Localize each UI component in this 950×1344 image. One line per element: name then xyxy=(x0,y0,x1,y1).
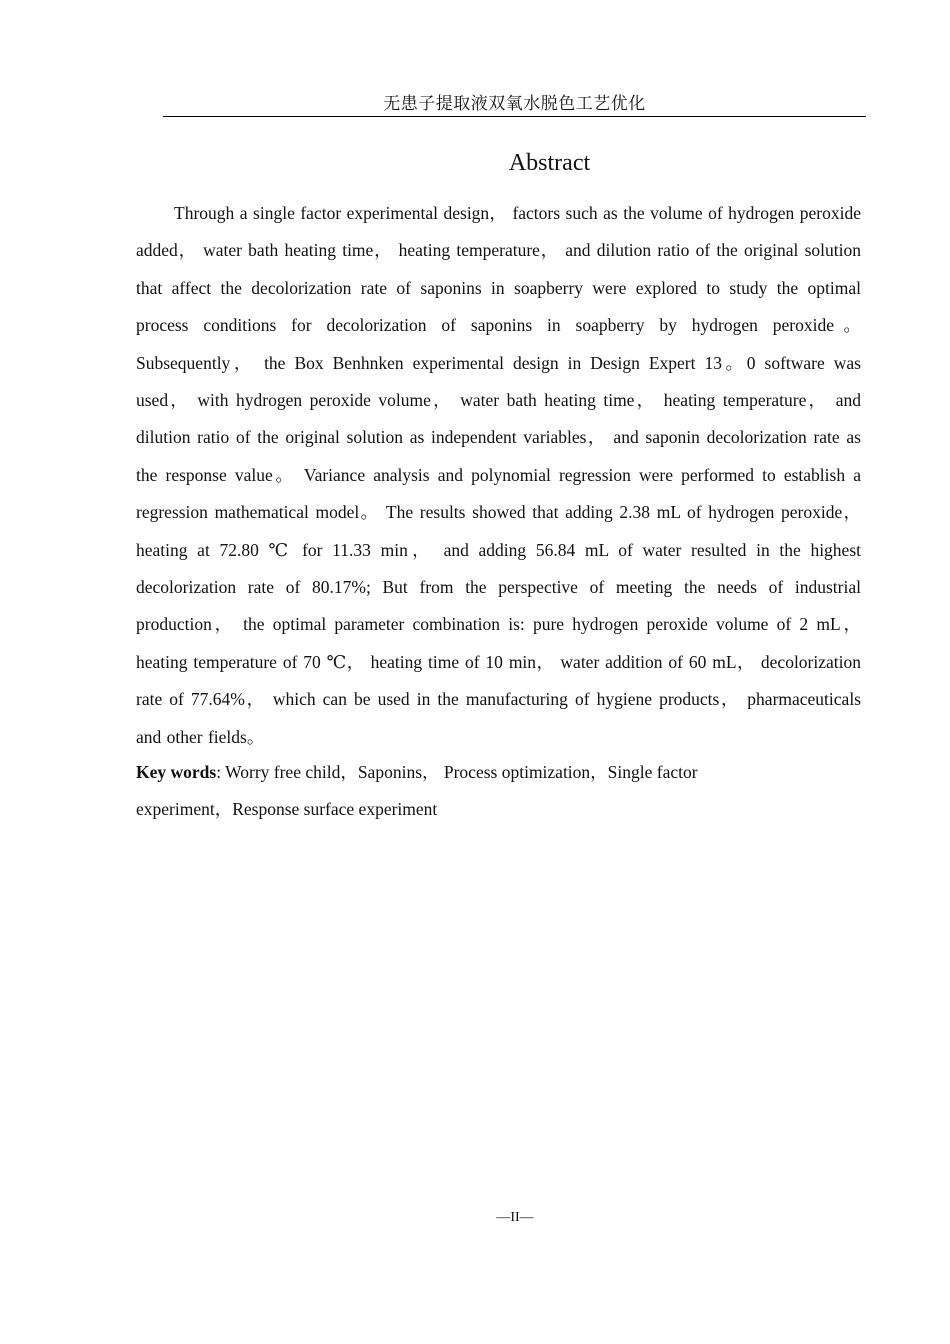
keywords xyxy=(136,754,796,829)
keywords-label: Key words xyxy=(136,762,217,782)
page-number: —II— xyxy=(496,1210,534,1225)
running-header-title: 无患子提取液双氧水脱色工艺优化 xyxy=(383,94,646,113)
keywords-separator: : xyxy=(216,762,226,782)
abstract-body: Through a single factor experimental design， factors such as the volume of hydrogen peroxide added， water bath heating time， heating temperature， and dilution ratio of the original solution that affect the decolorization rate of saponins in soapberry were explored to study the optimal process conditions for decolorization of saponins in soapberry by hydrogen peroxide。 Subsequently， the Box Benhnken experimental design in Design Expert 13。0 software was used， with hydrogen peroxide volume， water bath heating time， heating temperature， and dilution ratio of the original solution as independent variables， and saponin decolorization rate as the response value。 Variance analysis and polynomial regression were performed to establish a regression mathematical model。 The results showed that adding 2.38 mL of hydrogen peroxide， heating at 72.80 ℃ for 11.33 min， and adding 56.84 mL of water resulted in the highest decolorization rate of 80.17%; But from the perspective of meeting the needs of industrial production， the optimal parameter combination is: pure hydrogen peroxide volume of 2 mL， heating temperature of 70 ℃， heating time of 10 min， water addition of 60 mL， decolorization rate of 77.64%， which can be used in the manufacturing of hygiene products， pharmaceuticals and other fields。 xyxy=(136,203,861,747)
running-header xyxy=(163,92,866,117)
abstract-title: Abstract xyxy=(508,150,591,176)
keywords-text: Worry free child，Saponins， Process optimization，Single factor experiment，Response surface experiment xyxy=(136,762,698,820)
